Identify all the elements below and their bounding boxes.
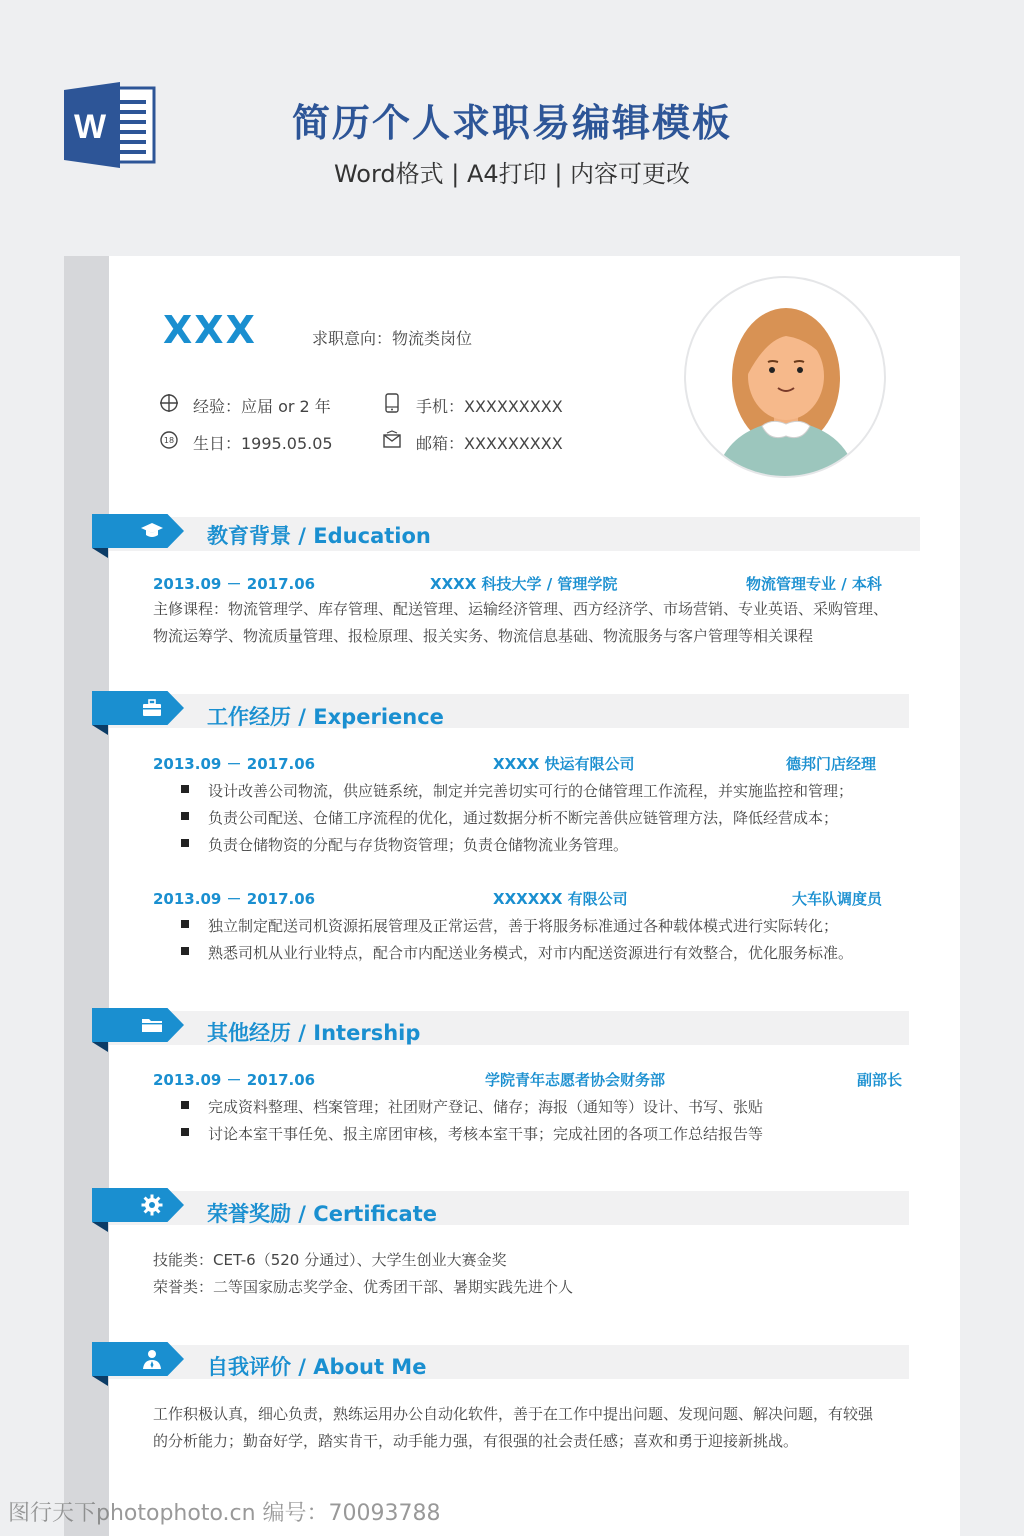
other-bullet-text: 完成资料整理、档案管理；社团财产登记、储存；海报（通知等）设计、书写、张贴 [208, 1098, 764, 1116]
word-logo-letter: W [73, 108, 107, 146]
mail-icon [382, 430, 402, 450]
watermark: 图行天下photophoto.cn 编号：70093788 [8, 1501, 441, 1526]
certificate-section-tab [92, 1188, 184, 1222]
svg-text:18: 18 [163, 436, 175, 445]
briefcase-icon [140, 696, 164, 720]
job-company: XXXXXX 有限公司 [493, 890, 628, 908]
other-period: 2013.09 － 2017.06 [153, 1071, 316, 1089]
experience-info: 经验：应届 or 2 年 [193, 397, 331, 416]
age-18-icon [159, 430, 179, 450]
other-section-tab [92, 1008, 184, 1042]
education-school: XXXX 科技大学 / 管理学院 [430, 575, 618, 593]
job-company: XXXX 快运有限公司 [493, 755, 635, 773]
graduation-cap-icon [140, 519, 164, 543]
experience-section-title: 工作经历 / Experience [207, 705, 444, 729]
birthday-info: 生日：1995.05.05 [193, 434, 333, 453]
folder-icon [140, 1013, 164, 1037]
about-section-title: 自我评价 / About Me [207, 1355, 427, 1379]
job-bullet-text: 独立制定配送司机资源拓展管理及正常运营，善于将服务标准通过各种载体模式进行实际转化； [208, 917, 839, 935]
job-bullet-text: 熟悉司机从业行业特点，配合市内配送业务模式，对市内配送资源进行有效整合，优化服务标准。 [208, 944, 854, 962]
other-org: 学院青年志愿者协会财务部 [485, 1071, 666, 1089]
job-bullet-text: 设计改善公司物流，供应链系统，制定并完善切实可行的仓储管理工作流程，并实施监控和管理； [208, 782, 854, 800]
education-courses-line: 主修课程：物流管理学、库存管理、配送管理、运输经济管理、西方经济学、市场营销、专业英语、采购管理、 [153, 600, 889, 618]
certificate-tab-fold [92, 1222, 108, 1232]
other-section-title: 其他经历 / Intership [207, 1021, 421, 1045]
education-section-tab [92, 514, 184, 548]
gear-icon [140, 1193, 164, 1217]
job-period: 2013.09 － 2017.06 [153, 890, 316, 908]
page-title: 简历个人求职易编辑模板 [291, 101, 732, 145]
job-bullet-text: 负责仓储物资的分配与存货物资管理；负责仓储物流业务管理。 [208, 836, 629, 854]
education-section-title: 教育背景 / Education [207, 524, 431, 548]
certificate-section-title: 荣誉奖励 / Certificate [207, 1202, 438, 1226]
person-icon [140, 1347, 164, 1371]
email-info: 邮箱：XXXXXXXXX [416, 434, 563, 453]
candidate-name: XXX [163, 308, 257, 352]
education-major: 物流管理专业 / 本科 [746, 575, 882, 593]
education-tab-fold [92, 548, 108, 558]
job-period: 2013.09 － 2017.06 [153, 755, 316, 773]
phone-icon [382, 393, 402, 413]
other-bullet-text: 讨论本室干事任免、报主席团审核，考核本室干事；完成社团的各项工作总结报告等 [208, 1125, 764, 1143]
other-role: 副部长 [857, 1071, 903, 1089]
about-line: 工作积极认真，细心负责，熟练运用办公自动化软件，善于在工作中提出问题、发现问题、解决问题，有较强 [153, 1405, 874, 1423]
phone-info: 手机：XXXXXXXXX [416, 397, 563, 416]
experience-section-tab [92, 691, 184, 725]
certificate-line: 荣誉类：二等国家励志奖学金、优秀团干部、暑期实践先进个人 [153, 1278, 574, 1296]
education-period: 2013.09 － 2017.06 [153, 575, 316, 593]
about-section-tab [92, 1342, 184, 1376]
experience-tab-fold [92, 725, 108, 735]
certificate-line: 技能类：CET-6（520 分通过）、大学生创业大赛金奖 [153, 1251, 507, 1269]
crosshair-icon [159, 393, 179, 413]
education-courses-line: 物流运筹学、物流质量管理、报检原理、报关实务、物流信息基础、物流服务与客户管理等相关课程 [153, 627, 814, 645]
about-tab-fold [92, 1376, 108, 1386]
avatar [684, 276, 886, 478]
about-line: 的分析能力；勤奋好学，踏实肯干，动手能力强，有很强的社会责任感；喜欢和勇于迎接新挑战。 [153, 1432, 799, 1450]
other-tab-fold [92, 1042, 108, 1052]
job-role: 德邦门店经理 [786, 755, 877, 773]
page-subtitle: Word格式 | A4打印 | 内容可更改 [333, 160, 691, 188]
job-intent: 求职意向：物流类岗位 [312, 329, 473, 348]
job-role: 大车队调度员 [792, 890, 883, 908]
job-bullet-text: 负责公司配送、仓储工序流程的优化，通过数据分析不断完善供应链管理方法，降低经营成本； [208, 809, 839, 827]
